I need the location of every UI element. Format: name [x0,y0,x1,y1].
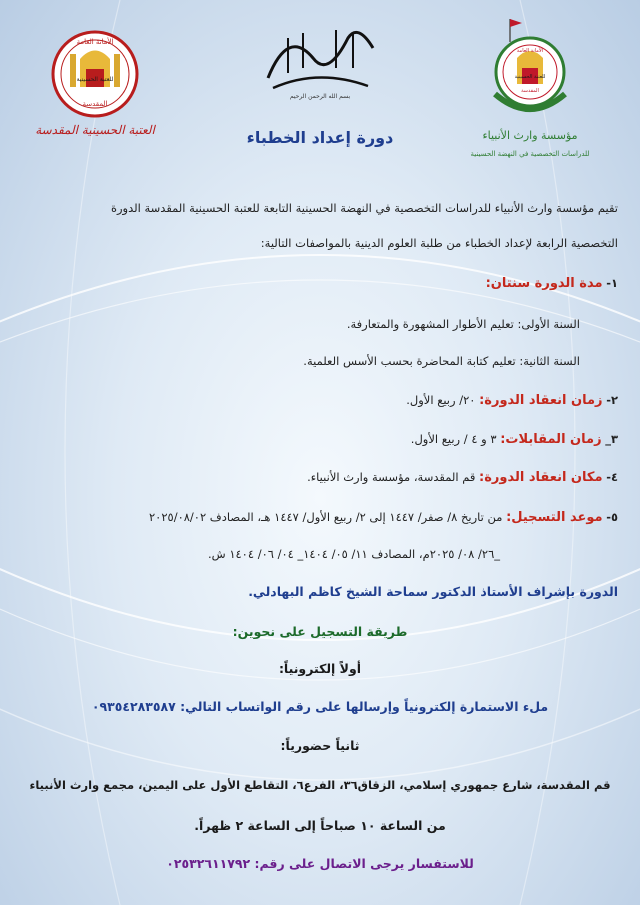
section-number: ٢- [606,393,618,407]
left-logo-caption: العتبة الحسينية المقدسة [35,123,155,137]
section-interviews-time [22,430,618,449]
registration-date-line-2: _٢٦/ ٠٨/ ٢٠٢٥م، المصادف ١١/ ٠٥/ ١٤٠٤_ ٠٤/ ٠٦/ ١٤٠٤ ش. [207,547,500,561]
section-number: ٤- [606,470,618,484]
intro-line-2: التخصصية الرابعة لإعداد الخطباء من طلبة العلوم الدينية بالمواصفات التالية: [260,236,618,250]
right-logo-caption-1: مؤسسة وارث الأنبياء [482,129,578,142]
section-venue [22,468,618,487]
shrine-emblem-icon [28,24,163,144]
right-logo-top-text: الأمانة العامة [516,48,544,54]
year-one-text: السنة الأولى: تعليم الأطوار المشهورة والمتعارفة. [346,317,580,331]
left-logo-top-text: الأمانة العامة [76,38,114,46]
section-number: ٥- [606,510,618,524]
section-number: ٣_ [605,432,618,446]
section-value: من تاريخ ٨/ صفر/ ١٤٤٧ إلى ٢/ ربيع الأول/ ١٤٤٧ هـ، المصادف ٢٠٢٥/٠٨/٠٢ [148,510,503,524]
section-label: زمان المقابلات: [500,432,602,447]
section-label: مدة الدورة سنتان: [485,276,603,291]
course-title: دورة إعداد الخطباء [246,128,394,147]
section-registration-date [22,508,618,527]
section-number: ١- [606,276,618,290]
left-logo [28,24,163,144]
basmala-text: بسم الله الرحمن الرحيم [289,93,351,100]
right-logo-center-text: للعتبة الحسينية [514,74,546,80]
supervision-text: الدورة بإشراف الأستاذ الدكتور سماحة الشيخ كاظم البهادلي. [248,584,618,599]
contact-info: للاستفسار يرجى الاتصال على رقم: ٠٢٥٣٢٦١١٧٩٢ [166,856,474,871]
second-method-heading: ثانياً حضورياً: [280,738,360,753]
section-session-time [22,391,618,410]
first-method-heading: أولاً إلكترونياً: [278,661,362,676]
intro-line-1: تقيم مؤسسة وارث الأنبياء للدراسات التخصصية في النهضة الحسينية التابعة للعتبة الحسينية المقدسة الدورة [110,201,618,215]
section-value: ٣ و ٤ / ربيع الأول. [410,432,497,446]
section-label: موعد التسجيل: [506,510,603,525]
right-logo-bottom-text: المقدسة [521,88,539,94]
right-logo-caption-2: للدراسات التخصصية في النهضة الحسينية [470,150,590,158]
registration-methods-heading: طريقة التسجيل على نحوين: [232,624,408,639]
first-method-detail: ملء الاستمارة إلكترونياً وإرسالها على رقم الواتساب التالي: ٠٩٣٥٤٢٨٣٥٨٧ [91,699,549,714]
left-logo-bottom-text: المقدسة [82,100,108,108]
basmala-calligraphy [258,18,382,100]
section-value: ٢٠/ ربيع الأول. [406,393,476,407]
section-duration [22,274,618,293]
year-two-text: السنة الثانية: تعليم كتابة المحاضرة بحسب الأسس العلمية. [303,354,580,368]
section-label: مكان انعقاد الدورة: [479,470,603,485]
second-method-address: قم المقدسة، شارع جمهوري إسلامي، الزقاق٣٦، الفرع٦، التقاطع الأول على اليمين، مجمع وارث الأنبياء [29,778,611,792]
office-hours: من الساعة ١٠ صباحاً إلى الساعة ٢ ظهراً. [194,818,446,833]
section-value: قم المقدسة، مؤسسة وارث الأنبياء. [307,470,476,484]
section-label: زمان انعقاد الدورة: [479,393,603,408]
left-logo-center-text: للعتبة الحسينية [76,76,114,83]
